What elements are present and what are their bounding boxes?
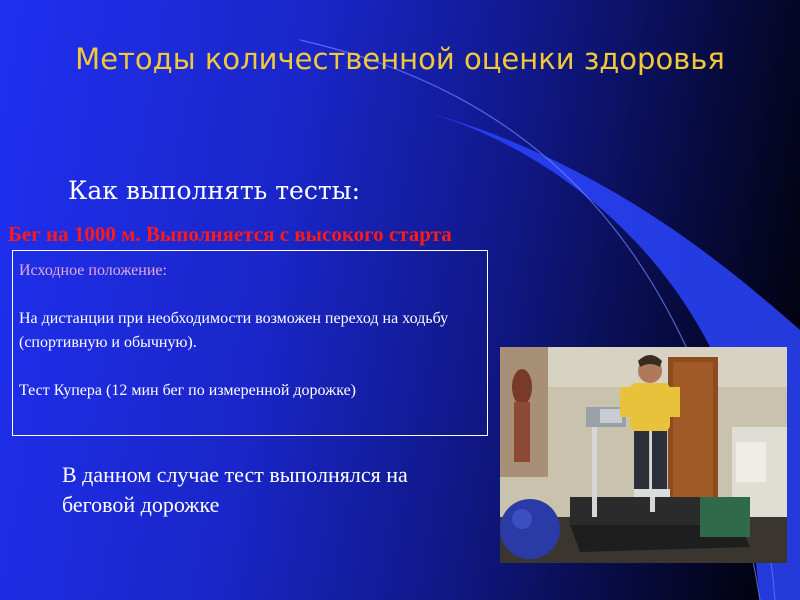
- test-heading: Бег на 1000 м. Выполняется с высокого старта: [8, 222, 452, 246]
- treadmill-photo: [500, 347, 787, 563]
- bottom-caption: В данном случае тест выполнялся на беговой дорожке: [62, 462, 408, 517]
- info-box-paragraph-1: На дистанции при необходимости возможен переход на ходьбу (спортивную и обычную).: [19, 310, 449, 351]
- spacer: [19, 283, 481, 307]
- treadmill-photo-image: [500, 347, 787, 563]
- info-box: [12, 250, 488, 436]
- slide-title: Методы количественной оценки здоровья: [75, 42, 725, 76]
- subtitle: Как выполнять тесты:: [68, 176, 360, 205]
- info-box-paragraph-2: Тест Купера (12 мин бег по измеренной дорожке): [19, 382, 356, 399]
- info-box-label: Исходное положение:: [19, 262, 167, 279]
- spacer: [19, 355, 481, 379]
